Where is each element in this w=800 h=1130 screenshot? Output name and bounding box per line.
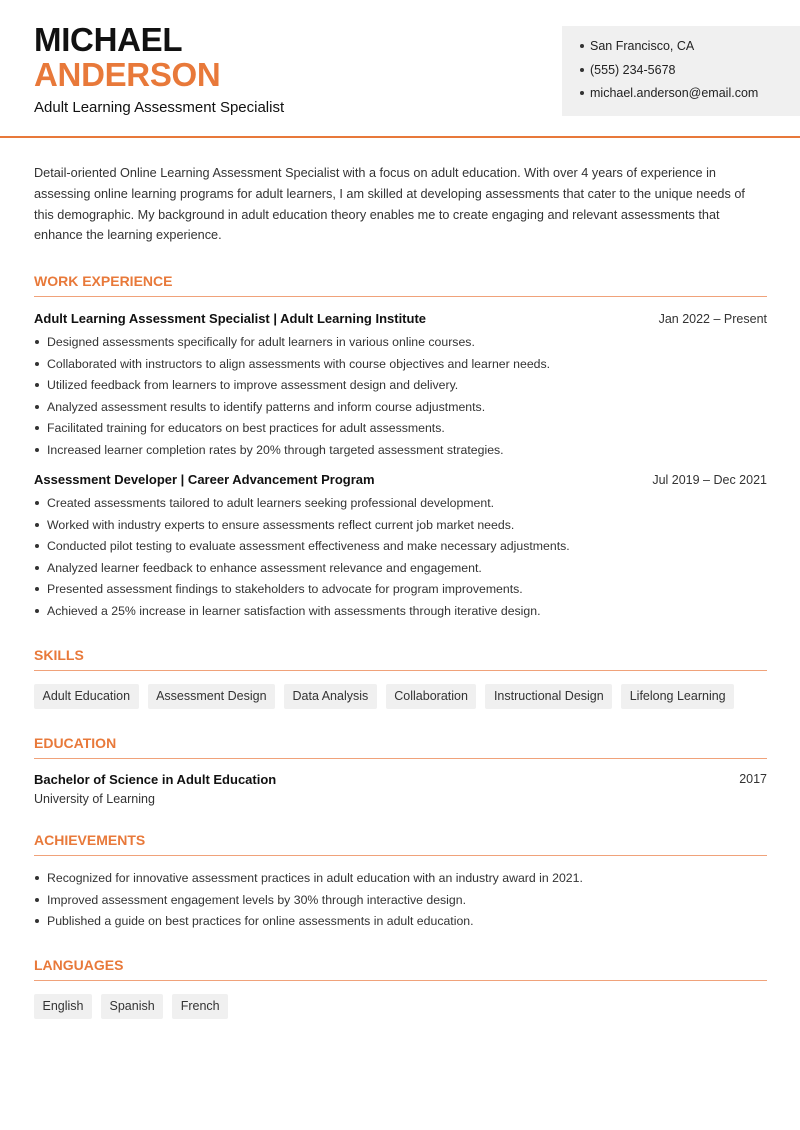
school-name: University of Learning — [34, 792, 155, 807]
resume-body — [34, 163, 767, 1019]
list-item: Recognized for innovative assessment practices in adult education with an industry award in 2021. — [34, 870, 767, 892]
list-item: Created assessments tailored to adult learners seeking professional development. — [34, 495, 767, 517]
language-chip: Spanish — [101, 994, 163, 1019]
work-experience-section — [34, 266, 767, 624]
degree: Bachelor of Science in Adult Education — [34, 772, 277, 788]
list-item: Improved assessment engagement levels by 30% through interactive design. — [34, 892, 767, 914]
language-chip: English — [34, 994, 92, 1019]
contact-box — [562, 26, 800, 116]
section-heading: LANGUAGES — [34, 950, 767, 981]
job-title-headline: Adult Learning Assessment Specialist — [34, 99, 285, 116]
job-date: Jul 2019 – Dec 2021 — [652, 473, 767, 488]
list-item: Analyzed assessment results to identify patterns and inform course adjustments. — [34, 399, 767, 421]
last-name: ANDERSON — [34, 56, 221, 93]
section-heading: SKILLS — [34, 640, 767, 671]
skill-chip: Collaboration — [386, 684, 477, 709]
list-item: Designed assessments specifically for adult learners in various online courses. — [34, 334, 767, 356]
list-item: Increased learner completion rates by 20% through targeted assessment strategies. — [34, 442, 767, 464]
job-bullets — [34, 495, 767, 624]
job-date: Jan 2022 – Present — [658, 312, 767, 327]
skill-chip: Data Analysis — [284, 684, 377, 709]
list-item: Facilitated training for educators on best practices for adult assessments. — [34, 420, 767, 442]
candidate-name — [34, 22, 220, 92]
list-item: Worked with industry experts to ensure assessments reflect current job market needs. — [34, 517, 767, 539]
list-item: Collaborated with instructors to align assessments with course objectives and learner needs. — [34, 356, 767, 378]
first-name: MICHAEL — [34, 21, 183, 58]
contact-location: San Francisco, CA — [580, 38, 800, 62]
skill-chip: Lifelong Learning — [621, 684, 734, 709]
achievements-section — [34, 825, 767, 935]
skills-section — [34, 640, 767, 709]
job-title: Assessment Developer | Career Advancement Program — [34, 472, 375, 488]
list-item: Achieved a 25% increase in learner satisfaction with assessments through iterative design. — [34, 603, 767, 625]
job-bullets — [34, 334, 767, 463]
section-heading: ACHIEVEMENTS — [34, 825, 767, 856]
skill-chip: Assessment Design — [148, 684, 275, 709]
section-heading: WORK EXPERIENCE — [34, 266, 767, 297]
education-section — [34, 728, 767, 806]
contact-email[interactable]: michael.anderson@email.com — [580, 85, 800, 109]
language-chip: French — [172, 994, 228, 1019]
skills-list — [34, 684, 767, 709]
languages-section — [34, 950, 767, 1019]
list-item: Published a guide on best practices for online assessments in adult education. — [34, 913, 767, 935]
job-header — [34, 311, 767, 326]
languages-list — [34, 994, 767, 1019]
contact-phone: (555) 234-5678 — [580, 62, 800, 86]
list-item: Utilized feedback from learners to improve assessment design and delivery. — [34, 377, 767, 399]
resume-header — [0, 0, 800, 138]
job-header — [34, 472, 767, 487]
list-item: Analyzed learner feedback to enhance assessment relevance and engagement. — [34, 560, 767, 582]
skill-chip: Instructional Design — [485, 684, 612, 709]
graduation-year: 2017 — [739, 772, 767, 787]
list-item: Conducted pilot testing to evaluate assessment effectiveness and make necessary adjustments. — [34, 538, 767, 560]
job-title: Adult Learning Assessment Specialist | Adult Learning Institute — [34, 311, 427, 327]
summary-paragraph: Detail-oriented Online Learning Assessment Specialist with a focus on adult education. With over 4 years of experience in assessing online learning programs for adult learners, I am skilled at developing assessments that cater to the unique needs of this demographic. My background in adult education theory enables me to create engaging and relevant assessments that enhance the learning experience. — [34, 166, 745, 243]
skill-chip: Adult Education — [34, 684, 139, 709]
education-header — [34, 772, 767, 787]
section-heading: EDUCATION — [34, 728, 767, 759]
achievements-list — [34, 870, 767, 935]
list-item: Presented assessment findings to stakeholders to advocate for program improvements. — [34, 581, 767, 603]
